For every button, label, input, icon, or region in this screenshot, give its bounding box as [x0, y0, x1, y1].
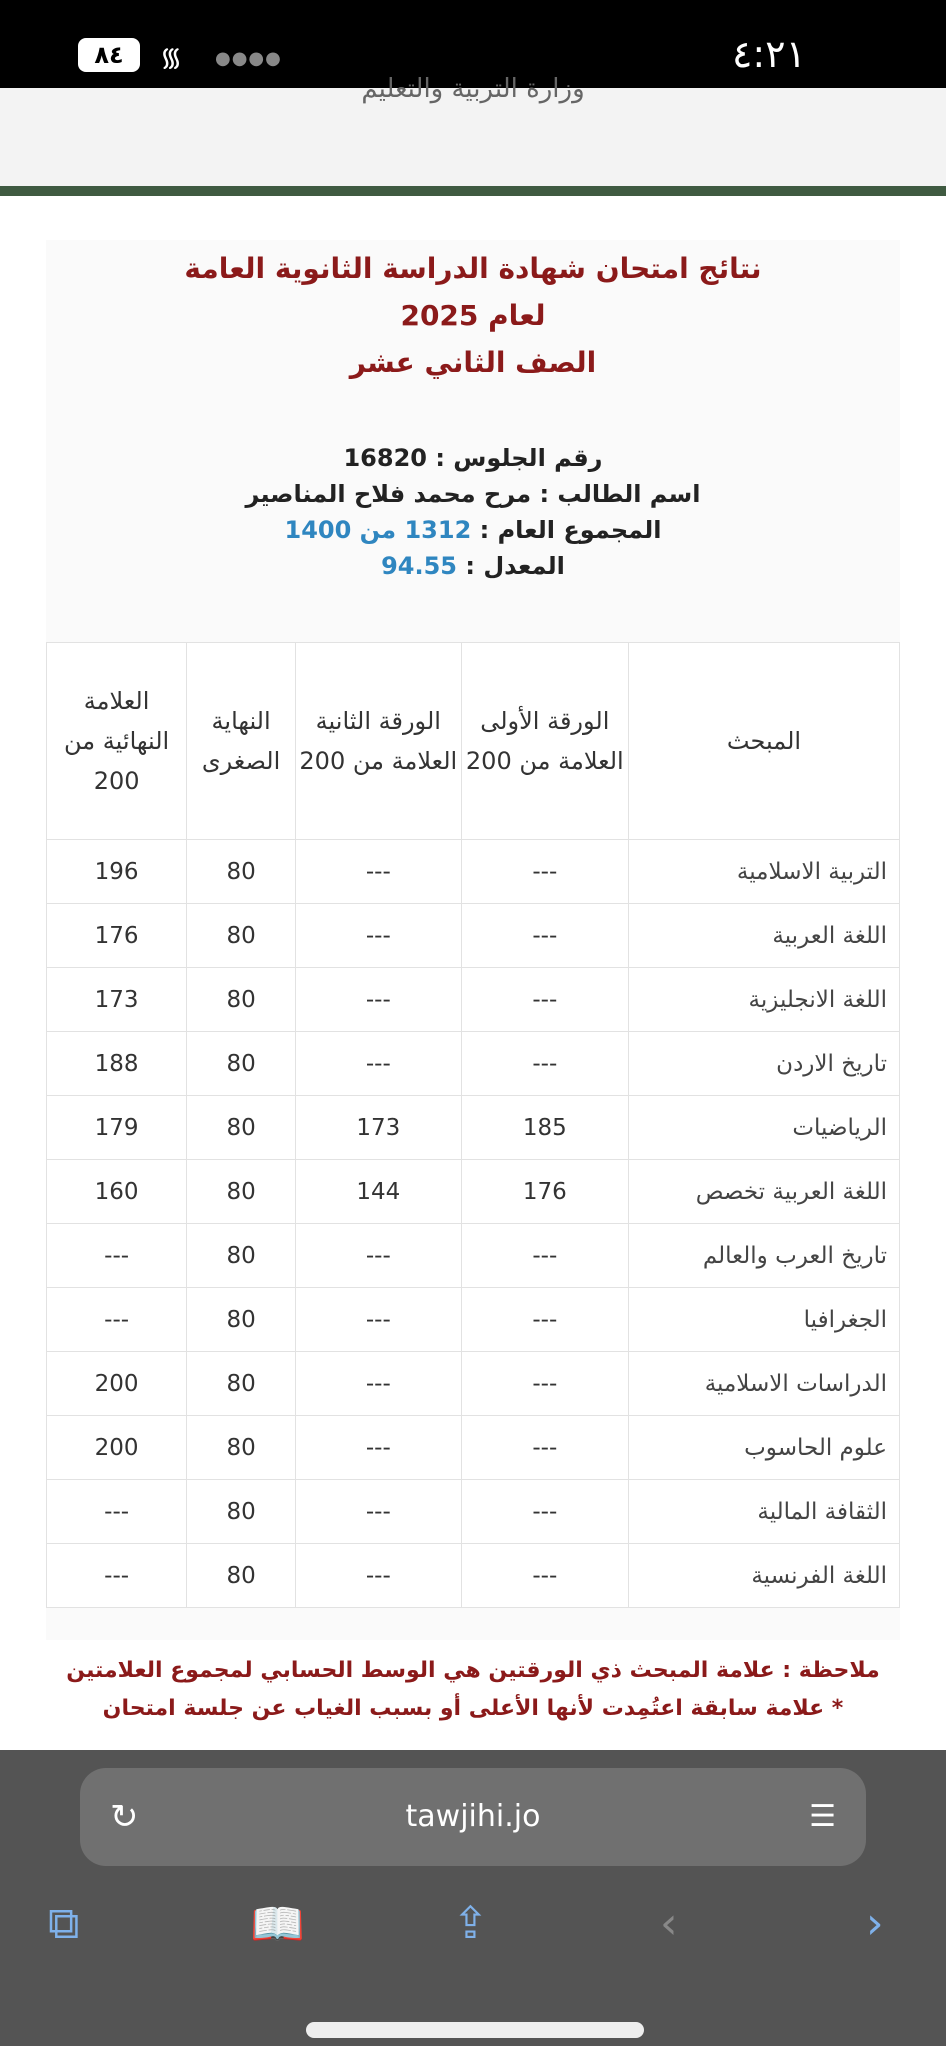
- wifi-icon: ᯾: [160, 43, 183, 73]
- subject-cell: اللغة العربية: [629, 904, 900, 968]
- table-row: [47, 1544, 900, 1608]
- table-row: [47, 904, 900, 968]
- column-header: العلامة النهائية من 200: [47, 643, 187, 840]
- score-cell: 160: [47, 1160, 187, 1224]
- score-cell: ---: [295, 1480, 461, 1544]
- avg-label: المعدل :: [465, 552, 565, 580]
- total-score: 1312 من 1400: [284, 516, 472, 544]
- score-cell: ---: [295, 1352, 461, 1416]
- title-year: لعام 2025: [400, 299, 546, 332]
- score-cell: 80: [187, 1480, 296, 1544]
- score-cell: 176: [461, 1160, 628, 1224]
- score-cell: ---: [47, 1544, 187, 1608]
- score-cell: 80: [187, 1544, 296, 1608]
- name-label: اسم الطالب :: [539, 480, 701, 508]
- subject-cell: علوم الحاسوب: [629, 1416, 900, 1480]
- note-line: * علامة سابقة اعتُمِدت لأنها الأعلى أو بسبب الغياب عن جلسة امتحان: [102, 1696, 844, 1721]
- subject-cell: التربية الاسلامية: [629, 840, 900, 904]
- score-cell: ---: [295, 840, 461, 904]
- note-line: ملاحظة : علامة المبحث ذي الورقتين هي الوسط الحسابي لمجموع العلامتين: [66, 1658, 880, 1683]
- score-cell: ---: [295, 1416, 461, 1480]
- score-cell: 80: [187, 1224, 296, 1288]
- clock: ٤:٢١: [731, 32, 806, 76]
- score-cell: ---: [461, 1032, 628, 1096]
- score-cell: ---: [295, 1032, 461, 1096]
- score-cell: ---: [47, 1288, 187, 1352]
- score-cell: 80: [187, 1352, 296, 1416]
- home-indicator: [306, 2022, 644, 2038]
- score-cell: ---: [461, 1480, 628, 1544]
- score-cell: ---: [461, 1352, 628, 1416]
- score-cell: ---: [295, 1544, 461, 1608]
- table-row: [47, 1352, 900, 1416]
- table-row: [47, 1160, 900, 1224]
- score-cell: 80: [187, 1288, 296, 1352]
- score-cell: 200: [47, 1416, 187, 1480]
- title-grade: الصف الثاني عشر: [349, 346, 597, 379]
- score-cell: ---: [295, 968, 461, 1032]
- browser-toolbar: [0, 1750, 946, 2046]
- reader-icon[interactable]: ☰: [809, 1799, 836, 1834]
- score-cell: 80: [187, 840, 296, 904]
- score-cell: 179: [47, 1096, 187, 1160]
- subject-cell: تاريخ الاردن: [629, 1032, 900, 1096]
- score-cell: 80: [187, 1160, 296, 1224]
- table-row: [47, 1224, 900, 1288]
- score-cell: 173: [47, 968, 187, 1032]
- score-cell: 80: [187, 1096, 296, 1160]
- score-cell: ---: [461, 1416, 628, 1480]
- score-cell: 188: [47, 1032, 187, 1096]
- student-name: مرح محمد فلاح المناصير: [245, 480, 532, 508]
- column-header: الورقة الثانية العلامة من 200: [295, 643, 461, 840]
- score-cell: 80: [187, 904, 296, 968]
- table-row: [47, 1416, 900, 1480]
- subject-cell: اللغة الانجليزية: [629, 968, 900, 1032]
- score-cell: 173: [295, 1096, 461, 1160]
- subject-cell: اللغة الفرنسية: [629, 1544, 900, 1608]
- score-cell: 176: [47, 904, 187, 968]
- score-cell: ---: [47, 1480, 187, 1544]
- header-divider: [0, 186, 946, 196]
- forward-icon[interactable]: ›: [866, 1898, 884, 1949]
- score-cell: 144: [295, 1160, 461, 1224]
- back-icon[interactable]: ‹: [660, 1898, 678, 1949]
- subject-cell: الجغرافيا: [629, 1288, 900, 1352]
- title-line: نتائج امتحان شهادة الدراسة الثانوية العامة: [184, 252, 762, 285]
- table-row: [47, 1288, 900, 1352]
- subject-cell: الرياضيات: [629, 1096, 900, 1160]
- site-header: [0, 74, 946, 186]
- score-cell: ---: [47, 1224, 187, 1288]
- table-row: [47, 1096, 900, 1160]
- table-row: [47, 840, 900, 904]
- seat-label: رقم الجلوس :: [435, 444, 603, 472]
- signal-icon: ●●●●: [215, 48, 282, 69]
- table-row: [47, 968, 900, 1032]
- table-row: [47, 1480, 900, 1544]
- address-bar[interactable]: [80, 1768, 866, 1866]
- score-cell: ---: [295, 1288, 461, 1352]
- score-cell: ---: [295, 1224, 461, 1288]
- page-title: [0, 245, 946, 386]
- score-cell: ---: [461, 1288, 628, 1352]
- column-header: النهاية الصغرى: [187, 643, 296, 840]
- score-cell: ---: [295, 904, 461, 968]
- results-table: [46, 642, 900, 1608]
- subject-cell: اللغة العربية تخصص: [629, 1160, 900, 1224]
- student-info: [0, 440, 946, 584]
- score-cell: ---: [461, 968, 628, 1032]
- score-cell: 80: [187, 968, 296, 1032]
- score-cell: 200: [47, 1352, 187, 1416]
- share-icon[interactable]: ⇪: [452, 1898, 489, 1949]
- ministry-name: وزارة التربية والتعليم: [361, 74, 585, 104]
- battery-icon: ٨٤: [78, 38, 140, 72]
- reload-icon[interactable]: ↻: [110, 1797, 139, 1837]
- seat-number: 16820: [343, 444, 427, 472]
- subject-cell: تاريخ العرب والعالم: [629, 1224, 900, 1288]
- score-cell: ---: [461, 1224, 628, 1288]
- table-row: [47, 1032, 900, 1096]
- total-label: المجموع العام :: [479, 516, 662, 544]
- url-text: tawjihi.jo: [405, 1799, 541, 1834]
- note: [0, 1652, 946, 1728]
- score-cell: 80: [187, 1416, 296, 1480]
- average: 94.55: [381, 552, 458, 580]
- column-header: الورقة الأولى العلامة من 200: [461, 643, 628, 840]
- score-cell: ---: [461, 1544, 628, 1608]
- score-cell: ---: [461, 840, 628, 904]
- score-cell: 80: [187, 1032, 296, 1096]
- subject-cell: الدراسات الاسلامية: [629, 1352, 900, 1416]
- tabs-icon[interactable]: ⧉: [48, 1898, 80, 1949]
- column-header: المبحث: [629, 643, 900, 840]
- score-cell: 185: [461, 1096, 628, 1160]
- subject-cell: الثقافة المالية: [629, 1480, 900, 1544]
- bookmarks-icon[interactable]: 📖: [250, 1899, 305, 1950]
- score-cell: 196: [47, 840, 187, 904]
- score-cell: ---: [461, 904, 628, 968]
